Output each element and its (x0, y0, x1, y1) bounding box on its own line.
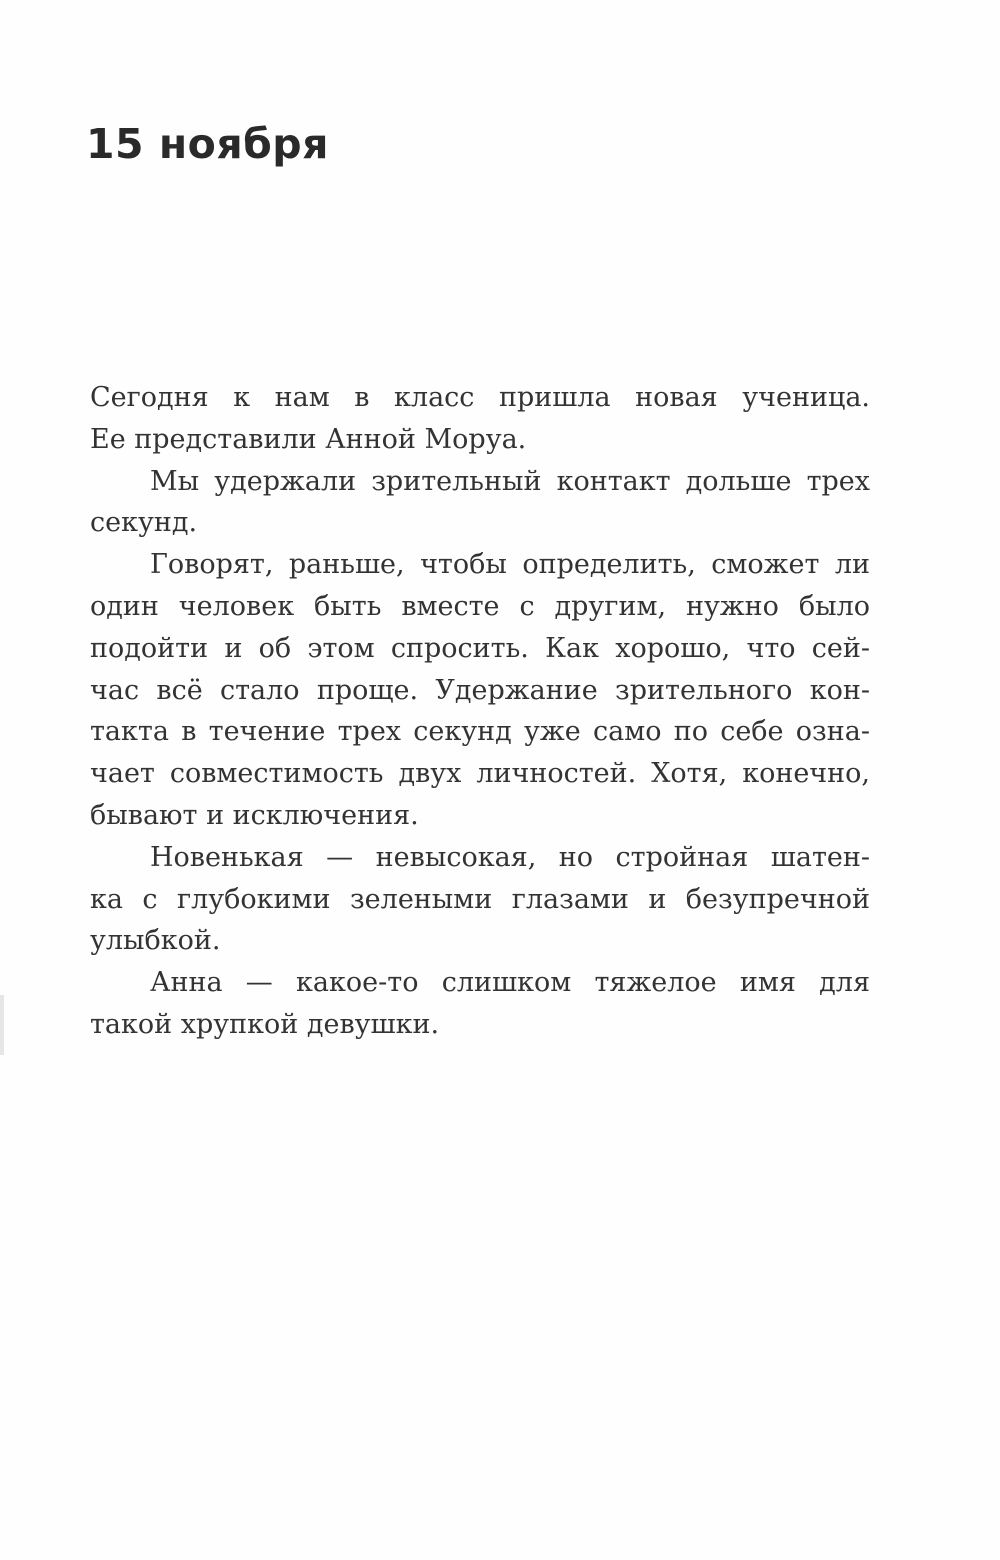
text-line: Ее представили Анной Моруа. (90, 423, 527, 455)
text-line: такой хрупкой девушки. (90, 1008, 440, 1040)
text-line: час всё стало проще. Удержание зрительного кон- (90, 674, 870, 706)
text-line: секунд. (90, 507, 198, 539)
text-line: бывают и исключения. (90, 799, 419, 831)
text-line: такта в течение трех секунд уже само по себе озна- (90, 716, 870, 748)
text-line: Мы удержали зрительный контакт дольше трех (150, 465, 870, 497)
chapter-title: 15 ноября (86, 120, 329, 168)
text-line: ка с глубокими зелеными глазами и безупречной (90, 883, 870, 915)
body-text (90, 377, 870, 1046)
text-line: чает совместимость двух личностей. Хотя, конечно, (90, 758, 870, 790)
page-edge-shadow (0, 995, 4, 1055)
text-line: Новенькая — невысокая, но стройная шатен- (150, 841, 870, 873)
text-line: Говорят, раньше, чтобы определить, сможет ли (150, 549, 870, 581)
text-line: Сегодня к нам в класс пришла новая ученица. (90, 382, 870, 413)
text-line: улыбкой. (90, 925, 221, 957)
text-line: один человек быть вместе с другим, нужно было (90, 590, 870, 622)
text-line: подойти и об этом спросить. Как хорошо, что сей- (90, 632, 870, 664)
text-line: Анна — какое-то слишком тяжелое имя для (150, 967, 870, 999)
